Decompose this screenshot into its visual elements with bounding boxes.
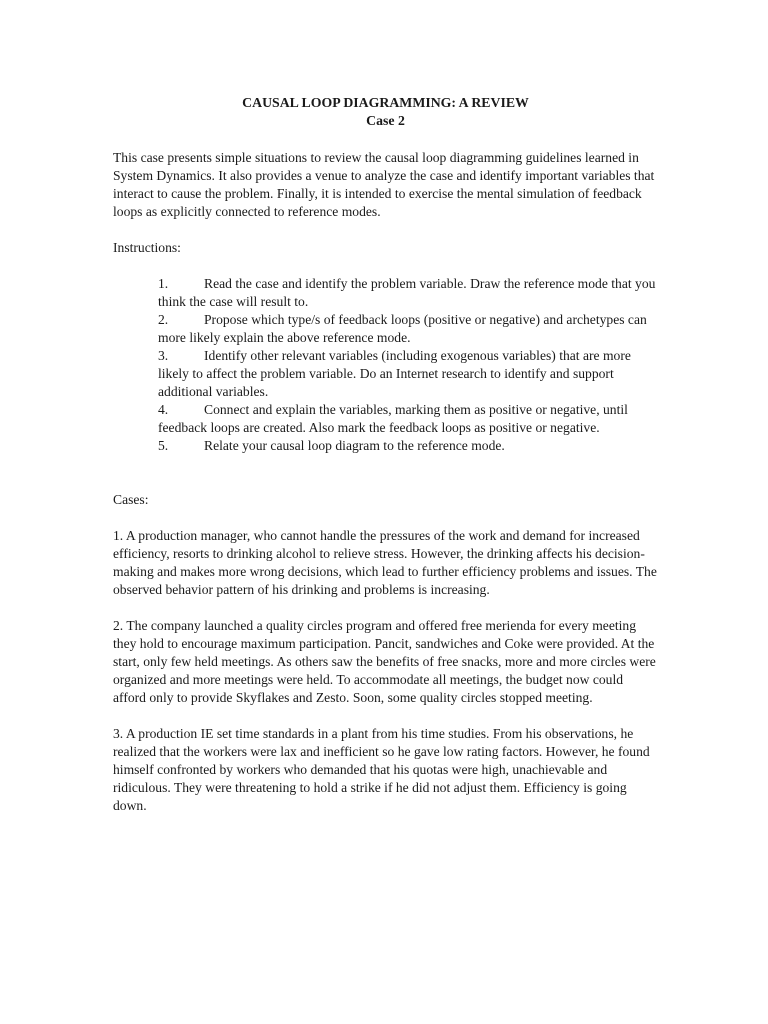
document-subtitle: Case 2 (366, 113, 405, 128)
instruction-steps (113, 275, 658, 455)
instruction-step (158, 437, 658, 455)
instruction-step (158, 275, 658, 311)
instruction-step (158, 311, 658, 347)
instructions-label: Instructions: (113, 240, 181, 255)
step-number: 4. (158, 402, 169, 417)
document-page (113, 94, 658, 815)
step-text: Relate your causal loop diagram to the reference mode. (204, 438, 505, 453)
step-text: Propose which type/s of feedback loops (positive or negative) and archetypes can more likely explain the above reference mode. (158, 312, 647, 345)
step-number: 1. (158, 276, 169, 291)
step-text: Identify other relevant variables (including exogenous variables) that are more likely to affect the problem variable. Do an Internet research to identify and support additional variables. (158, 348, 631, 399)
instruction-step (158, 347, 658, 401)
step-text: Read the case and identify the problem variable. Draw the reference mode that you think the case will result to. (158, 276, 656, 309)
intro-paragraph: This case presents simple situations to review the causal loop diagramming guidelines learned in System Dynamics. It also provides a venue to analyze the case and identify important variables that interact to cause the problem. Finally, it is intended to exercise the mental simulation of feedback loops as explicitly connected to reference modes. (113, 150, 655, 219)
case-paragraph: 1. A production manager, who cannot handle the pressures of the work and demand for increased efficiency, resorts to drinking alcohol to relieve stress. However, the drinking affects his decision-making and makes more wrong decisions, which lead to further efficiency problems and issues. The observed behavior pattern of his drinking and problems is increasing. (113, 528, 657, 597)
instruction-step (158, 401, 658, 437)
step-number: 2. (158, 312, 169, 327)
case-paragraph: 3. A production IE set time standards in a plant from his time studies. From his observations, he realized that the workers were lax and inefficient so he gave low rating factors. However, he found himself confronted by workers who demanded that his quotas were high, unachievable and ridiculous. They were threatening to hold a strike if he did not adjust them. Efficiency is going down. (113, 726, 650, 813)
step-number: 3. (158, 348, 169, 363)
document-title: CAUSAL LOOP DIAGRAMMING: A REVIEW (242, 95, 529, 110)
cases-label: Cases: (113, 492, 149, 507)
case-paragraph: 2. The company launched a quality circles program and offered free merienda for every meeting they hold to encourage maximum participation. Pancit, sandwiches and Coke were provided. At the start, only few held meetings. As others saw the benefits of free snacks, more and more circles were organized and more meetings were held. To accommodate all meetings, the budget now could afford only to provide Skyflakes and Zesto. Soon, some quality circles stopped meeting. (113, 618, 656, 705)
step-number: 5. (158, 438, 169, 453)
step-text: Connect and explain the variables, marking them as positive or negative, until feedback loops are created. Also mark the feedback loops as positive or negative. (158, 402, 628, 435)
